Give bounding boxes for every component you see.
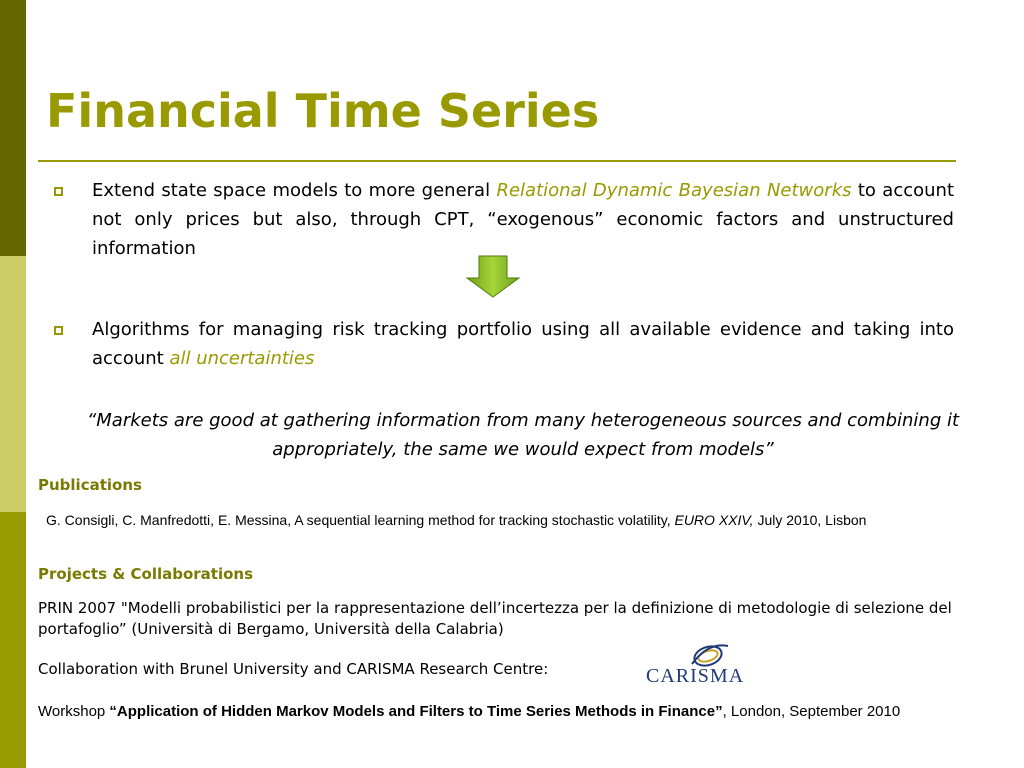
bullet-item	[50, 315, 954, 373]
title-underline	[38, 160, 956, 162]
bullet-emphasis: all uncertainties	[169, 348, 315, 369]
publication-date: July 2010, Lisbon	[753, 512, 867, 528]
workshop-label: Workshop	[38, 703, 110, 720]
square-bullet-icon	[54, 326, 63, 335]
publications-heading: Publications	[38, 476, 142, 494]
publication-venue: EURO XXIV,	[674, 512, 754, 528]
publication-entry	[46, 511, 956, 530]
square-bullet-icon	[54, 187, 63, 196]
side-bar-light	[0, 256, 26, 512]
carisma-logo-text: CARISMA	[646, 665, 745, 687]
bullet-text-continued: to account not only prices but also, through CPT, “exogenous” economic factors and unstructured information	[92, 180, 954, 259]
side-bar-dark	[0, 0, 26, 256]
down-arrow-icon	[466, 255, 520, 298]
workshop-title: “Application of Hidden Markov Models and Filters to Time Series Methods in Finance”	[109, 703, 723, 720]
slide-title: Financial Time Series	[46, 84, 600, 138]
bullet-text: Algorithms for managing risk tracking portfolio using all available evidence and taking into account	[92, 319, 954, 369]
publication-authors: G. Consigli, C. Manfredotti, E. Messina, A sequential learning method for tracking stochastic volatility,	[46, 512, 675, 528]
bullet-emphasis: Relational Dynamic Bayesian Networks	[496, 180, 852, 201]
prin-project: PRIN 2007 "Modelli probabilistici per la rappresentazione dell’incertezza per la definizione di metodologie di selezione del portafoglio” (Università di Bergamo, Università della Calabria)	[38, 599, 952, 638]
collaboration-text: Collaboration with Brunel University and CARISMA Research Centre:	[38, 660, 549, 678]
bullet-text: Extend state space models to more general	[92, 180, 497, 201]
workshop-location: , London, September 2010	[722, 703, 901, 720]
workshop-entry	[38, 702, 948, 721]
carisma-swoosh-icon	[646, 636, 778, 668]
bullet-item	[50, 176, 954, 263]
quote: “Markets are good at gathering information from many heterogeneous sources and combining it appropriately, the same we would expect from models”	[86, 410, 960, 460]
projects-heading: Projects & Collaborations	[38, 565, 254, 583]
side-bar-olive	[0, 512, 26, 768]
carisma-logo	[646, 636, 778, 688]
